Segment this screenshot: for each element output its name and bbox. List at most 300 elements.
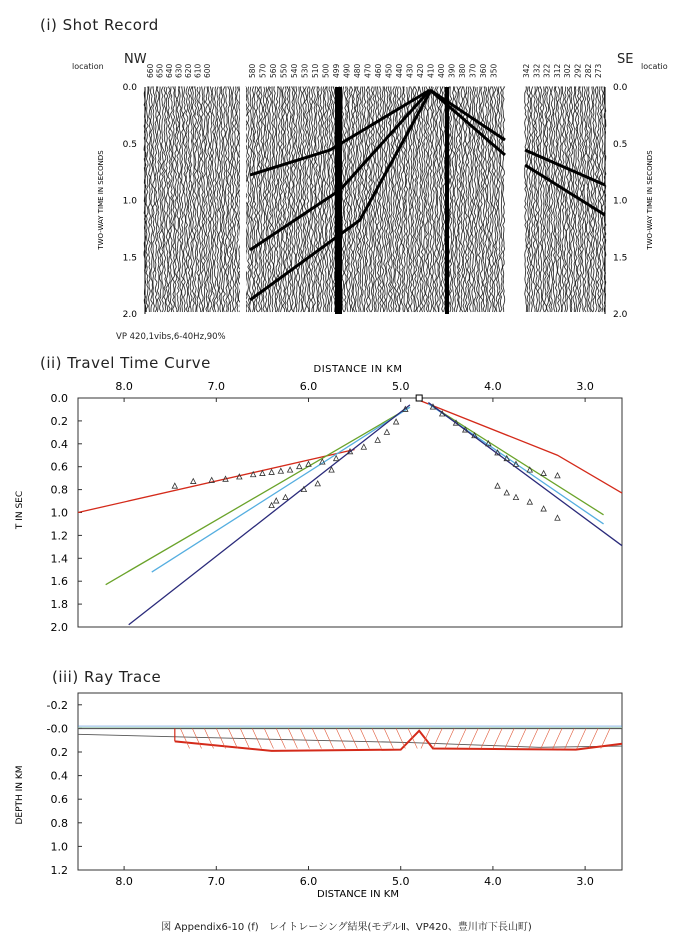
y-tick-label: 1.0 (50, 840, 68, 854)
seismic-trace (166, 87, 168, 312)
station-label: 480 (353, 63, 362, 78)
seismic-trace (459, 87, 461, 312)
seismic-trace (487, 87, 489, 312)
station-label: 282 (583, 63, 593, 78)
ray-path (264, 728, 273, 748)
seismic-trace (531, 87, 533, 312)
seismic-trace (569, 87, 571, 312)
y-tick-right: 2.0 (613, 310, 628, 320)
station-label: 430 (405, 63, 415, 78)
seismic-trace (254, 87, 256, 312)
observed-pick (384, 429, 389, 434)
seismic-trace (562, 87, 564, 312)
y-tick-left: 2.0 (122, 310, 137, 320)
seismic-trace (175, 87, 177, 312)
seismic-trace (591, 87, 593, 312)
seismic-trace (540, 87, 542, 312)
first-arrival (430, 90, 505, 140)
ray-path (589, 728, 598, 748)
ray-path (288, 728, 297, 748)
seismic-trace (201, 87, 203, 312)
seismic-trace (536, 87, 538, 312)
x-tick-label: 8.0 (115, 380, 133, 393)
x-tick-label: 7.0 (207, 875, 226, 888)
location-label-left: location (72, 62, 104, 71)
seismic-trace (553, 87, 555, 312)
seismic-trace (157, 87, 159, 312)
ray-path (336, 728, 345, 748)
station-label: 322 (542, 63, 552, 78)
se-label: SE (617, 52, 634, 67)
seismic-trace (544, 87, 546, 312)
shot-record-plot (0, 0, 693, 340)
seismic-trace (395, 87, 397, 312)
travel-time-line-right (419, 400, 622, 493)
seismic-trace (285, 87, 287, 312)
ray-path (384, 728, 393, 748)
seismic-trace (542, 87, 544, 312)
seismic-trace (256, 87, 258, 312)
observed-pick (527, 499, 532, 504)
seismic-trace (186, 87, 188, 312)
seismic-trace (192, 87, 194, 312)
seismic-trace (263, 87, 265, 312)
seismic-trace (333, 87, 335, 312)
ray-path (276, 728, 285, 748)
seismic-trace (450, 87, 452, 312)
seismic-trace (397, 87, 399, 312)
vp-text: VP 420,1vibs,6-40Hz,90% (116, 332, 226, 342)
station-label: 273 (594, 63, 604, 78)
seismic-trace (555, 87, 557, 312)
observed-pick (287, 467, 292, 472)
station-label: 302 (563, 63, 573, 78)
station-label: 560 (269, 63, 278, 78)
station-label: 450 (384, 63, 394, 78)
seismic-trace (349, 87, 351, 312)
observed-pick (504, 490, 509, 495)
seismic-trace (364, 87, 366, 312)
seismic-trace (232, 87, 234, 312)
seismic-trace (313, 87, 315, 312)
seismic-trace (366, 87, 368, 312)
observed-pick (555, 473, 560, 478)
y-tick-label: 0.8 (50, 816, 68, 830)
seismic-trace (206, 87, 208, 312)
x-tick-label: 3.0 (576, 380, 594, 393)
station-label: 660 (146, 63, 155, 78)
y-tick-label: 1.8 (50, 598, 68, 612)
seismic-trace (329, 87, 331, 312)
ray-path (360, 728, 369, 748)
seismic-trace (489, 87, 491, 312)
x-tick-label: 7.0 (207, 380, 226, 393)
ray-path (529, 728, 538, 748)
trace-gap (240, 87, 246, 314)
seismic-trace (247, 87, 249, 312)
seismic-trace (384, 87, 386, 312)
station-label: 292 (573, 63, 583, 78)
seismic-trace (311, 87, 313, 312)
station-label: 550 (279, 63, 289, 78)
y-tick-left: 1.0 (122, 196, 137, 207)
seismic-trace (595, 87, 597, 312)
seismic-trace (382, 87, 384, 312)
station-label: 400 (437, 63, 446, 78)
y-tick-label: 0.0 (50, 392, 68, 405)
ray-path (517, 728, 526, 748)
seismic-trace (316, 87, 318, 312)
seismic-trace (173, 87, 175, 312)
x-tick-label: 8.0 (115, 875, 133, 888)
seismic-trace (503, 87, 505, 312)
seismic-trace (151, 87, 153, 312)
seismic-trace (423, 87, 425, 312)
seismic-trace (461, 87, 463, 312)
station-label: 380 (458, 63, 467, 78)
y-tick-label: -0.2 (46, 698, 68, 712)
seismic-trace (197, 87, 199, 312)
observed-pick (278, 468, 283, 473)
y-tick-left: 0.0 (122, 83, 137, 93)
y-tick-right: 0.5 (613, 139, 628, 150)
x-tick-label: 4.0 (484, 875, 502, 888)
observed-pick (172, 483, 177, 488)
y-tick-label: 0.4 (50, 437, 68, 451)
ray-path (192, 728, 201, 748)
seismic-trace (199, 87, 201, 312)
seismic-trace (258, 87, 260, 312)
seismic-trace (210, 87, 212, 312)
seismic-trace (346, 87, 348, 312)
seismic-trace (551, 87, 553, 312)
seismic-trace (588, 87, 590, 312)
station-label: 332 (532, 63, 542, 78)
travel-time-line-right (428, 404, 603, 515)
seismic-trace (417, 87, 419, 312)
station-label: 440 (395, 63, 404, 78)
ray-path (372, 728, 381, 748)
ray-path (505, 728, 514, 748)
y-tick-right: 1.5 (613, 253, 628, 264)
y-tick-label: 1.0 (50, 506, 68, 520)
seismic-trace (217, 87, 219, 312)
seismic-trace (331, 87, 333, 312)
seismic-trace (351, 87, 353, 312)
seismic-trace (527, 87, 529, 312)
y-tick-label: 0.6 (50, 793, 68, 807)
station-label: 500 (321, 63, 331, 78)
station-label: 350 (489, 63, 499, 78)
y-tick-right: 1.0 (613, 196, 628, 207)
station-label: 630 (174, 63, 184, 78)
y-tick-label: 1.4 (50, 552, 68, 566)
seismic-trace (566, 87, 568, 312)
seismic-trace (443, 87, 445, 312)
station-label: 510 (311, 63, 320, 78)
seismic-trace (441, 87, 443, 312)
x-tick-label: 3.0 (576, 875, 594, 888)
y-axis-label-left: TWO-WAY TIME IN SECONDS (97, 150, 105, 250)
seismic-trace (560, 87, 562, 312)
seismic-trace (230, 87, 232, 312)
observed-pick (191, 479, 196, 484)
seismic-trace (428, 87, 430, 312)
seismic-trace (584, 87, 586, 312)
seismic-trace (274, 87, 276, 312)
ray-path (541, 728, 550, 748)
seismic-trace (148, 87, 150, 312)
seismic-trace (300, 87, 302, 312)
seismic-trace (549, 87, 551, 312)
seismic-trace (357, 87, 359, 312)
seismic-trace (434, 87, 436, 312)
seismic-trace (298, 87, 300, 312)
seismic-trace (289, 87, 291, 312)
observed-pick (541, 506, 546, 511)
seismic-trace (558, 87, 560, 312)
x-tick-label: 4.0 (484, 380, 502, 393)
seismic-trace (538, 87, 540, 312)
station-label: 499 (332, 63, 341, 78)
seismic-trace (203, 87, 205, 312)
seismic-trace (602, 87, 604, 312)
seismic-trace (146, 87, 148, 312)
seismic-trace (190, 87, 192, 312)
ray-path (565, 728, 574, 748)
station-label: 600 (203, 63, 212, 78)
seismic-trace (223, 87, 225, 312)
seismic-trace (529, 87, 531, 312)
seismic-trace (168, 87, 170, 312)
y-tick-label: 1.6 (50, 575, 68, 589)
seismic-trace (305, 87, 307, 312)
station-label: 540 (290, 63, 299, 78)
seismic-trace (188, 87, 190, 312)
seismic-trace (291, 87, 293, 312)
seismic-trace (155, 87, 157, 312)
station-label: 610 (193, 63, 203, 78)
seismic-trace (236, 87, 238, 312)
y-tick-label: 0.8 (50, 483, 68, 497)
seismic-trace (164, 87, 166, 312)
seismic-trace (430, 87, 432, 312)
x-axis-label: DISTANCE IN KM (317, 889, 399, 900)
seismic-trace (586, 87, 588, 312)
seismic-trace (320, 87, 322, 312)
x-tick-label: 5.0 (391, 380, 410, 393)
seismic-trace (318, 87, 320, 312)
observed-pick (269, 469, 274, 474)
y-tick-left: 0.5 (122, 139, 137, 150)
travel-time-chart (0, 360, 693, 640)
y-tick-label: 2.0 (50, 621, 68, 634)
observed-pick (394, 419, 399, 424)
seismic-trace (302, 87, 304, 312)
observed-pick (375, 437, 380, 442)
station-label: 312 (552, 63, 562, 78)
plot-frame (78, 693, 622, 870)
seismic-trace (419, 87, 421, 312)
seismic-trace (269, 87, 271, 312)
seismic-trace (410, 87, 412, 312)
seismic-trace (386, 87, 388, 312)
x-axis-label: DISTANCE IN KM (313, 364, 403, 375)
seismic-trace (525, 87, 527, 312)
seismic-trace (225, 87, 227, 312)
seismic-trace (390, 87, 392, 312)
seismic-trace (228, 87, 230, 312)
observed-pick (555, 515, 560, 520)
travel-time-line-right (428, 403, 622, 546)
seismic-trace (309, 87, 311, 312)
seismic-trace (184, 87, 186, 312)
seismic-trace (353, 87, 355, 312)
seismic-trace (265, 87, 267, 312)
y-tick-right: 0.0 (613, 83, 628, 93)
ray-path (180, 728, 189, 748)
seismic-trace (355, 87, 357, 312)
station-label: 580 (248, 63, 257, 78)
seismic-trace (470, 87, 472, 312)
y-tick-label: 1.2 (50, 529, 68, 543)
seismic-trace (573, 87, 575, 312)
seismic-trace (564, 87, 566, 312)
seismic-trace (360, 87, 362, 312)
y-axis-label-right: TWO-WAY TIME IN SECONDS (646, 150, 654, 250)
ray-path (577, 728, 586, 748)
x-tick-label: 6.0 (299, 380, 318, 393)
ray-path (348, 728, 357, 748)
ray-path (408, 728, 417, 748)
seismic-trace (272, 87, 274, 312)
observed-pick (297, 464, 302, 469)
station-label: 360 (479, 63, 488, 78)
station-label: 460 (374, 63, 383, 78)
trace-gap (507, 87, 524, 314)
seismic-trace (481, 87, 483, 312)
nw-label: NW (124, 52, 147, 67)
ray-path (433, 728, 442, 748)
y-axis-label: DEPTH IN KM (15, 765, 25, 825)
ray-path (300, 728, 309, 748)
location-label-right: locatio (641, 62, 668, 71)
x-tick-label: 5.0 (391, 875, 410, 888)
observed-pick (541, 471, 546, 476)
ray-path (553, 728, 562, 748)
seismic-trace (267, 87, 269, 312)
seismic-trace (283, 87, 285, 312)
seismic-trace (159, 87, 161, 312)
station-label: 620 (184, 63, 193, 78)
seismic-trace (500, 87, 502, 312)
seismic-trace (261, 87, 263, 312)
station-label: 650 (155, 63, 165, 78)
seismic-trace (421, 87, 423, 312)
observed-pick (495, 483, 500, 488)
ray-path (445, 728, 454, 748)
travel-time-title: (ii) Travel Time Curve (40, 354, 211, 372)
ray-path (324, 728, 333, 748)
dense-trace-band (445, 87, 449, 314)
seismic-trace (494, 87, 496, 312)
x-tick-label: 6.0 (299, 875, 318, 888)
seismic-trace (296, 87, 298, 312)
station-label: 420 (416, 63, 425, 78)
seismic-trace (571, 87, 573, 312)
seismic-trace (593, 87, 595, 312)
seismic-trace (177, 87, 179, 312)
seismic-trace (181, 87, 183, 312)
seismic-trace (344, 87, 346, 312)
seismic-trace (195, 87, 197, 312)
seismic-trace (432, 87, 434, 312)
seismic-trace (426, 87, 428, 312)
seismic-trace (452, 87, 454, 312)
seismic-trace (439, 87, 441, 312)
observed-pick (361, 444, 366, 449)
seismic-trace (498, 87, 500, 312)
seismic-trace (456, 87, 458, 312)
ray-trace-chart (0, 685, 693, 900)
station-label: 640 (165, 63, 174, 78)
observed-pick (283, 495, 288, 500)
y-tick-label: -0.0 (46, 722, 68, 736)
seismic-trace (234, 87, 236, 312)
station-label: 390 (447, 63, 457, 78)
seismic-trace (179, 87, 181, 312)
station-label: 570 (258, 63, 268, 78)
seismic-trace (533, 87, 535, 312)
seismic-trace (373, 87, 375, 312)
seismic-trace (599, 87, 601, 312)
seismic-trace (287, 87, 289, 312)
seismic-trace (393, 87, 395, 312)
seismic-trace (221, 87, 223, 312)
seismic-trace (388, 87, 390, 312)
seismic-trace (214, 87, 216, 312)
ray-path (457, 728, 466, 748)
y-tick-left: 1.5 (122, 253, 137, 264)
y-tick-label: 1.2 (50, 864, 68, 877)
seismic-trace (219, 87, 221, 312)
shot-record-title: (i) Shot Record (40, 16, 159, 34)
seismic-trace (492, 87, 494, 312)
ray-path (421, 728, 430, 748)
observed-pick (274, 498, 279, 503)
dense-trace-band (335, 87, 342, 314)
source-marker (416, 395, 422, 401)
seismic-trace (342, 87, 344, 312)
travel-time-line-left (129, 405, 410, 625)
ray-path (312, 728, 321, 748)
seismic-trace (170, 87, 172, 312)
seismic-trace (162, 87, 164, 312)
seismic-trace (575, 87, 577, 312)
observed-pick (513, 495, 518, 500)
layer-boundary (78, 734, 622, 747)
station-label: 410 (426, 63, 436, 78)
y-axis-label: T IN SEC (15, 490, 25, 530)
seismic-trace (250, 87, 252, 312)
observed-pick (334, 456, 339, 461)
y-tick-label: 0.4 (50, 769, 68, 783)
station-label: 470 (363, 63, 373, 78)
seismic-trace (406, 87, 408, 312)
travel-time-line-left (152, 407, 410, 572)
observed-pick (315, 481, 320, 486)
ray-path (396, 728, 405, 748)
